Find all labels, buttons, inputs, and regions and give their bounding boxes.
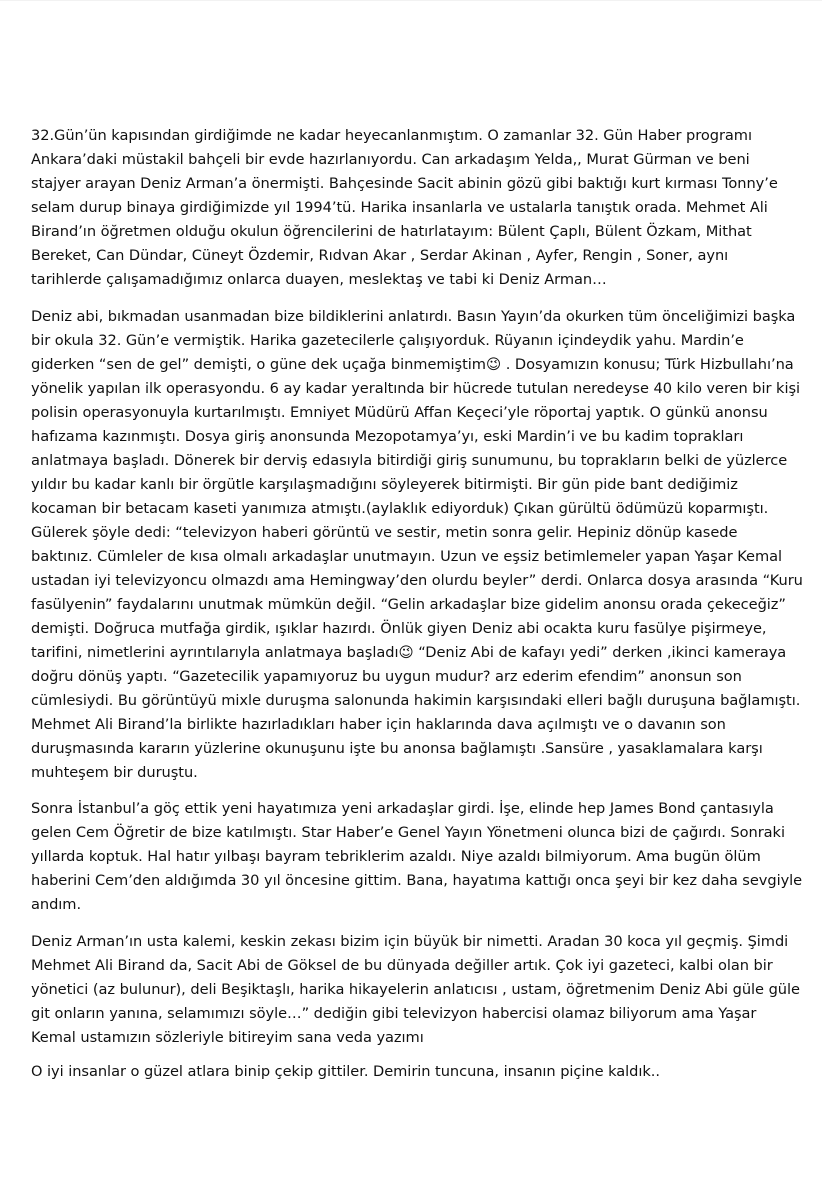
paragraph-closing: O iyi insanlar o güzel atlara binip çekip gittiler. Demirin tuncuna, insanın piçine kaldık.. bbox=[31, 1062, 660, 1080]
paragraph-deniz-abi: Deniz abi, bıkmadan usanmadan bize bildiklerini anlatırdı. Basın Yayın’da okurken tüm önceliğimizi başka bir okula 32. Gün’e vermiştik. Harika gazetecilerle çalışıyorduk. Rüyanın içindeydik yahu. Mardin’e giderken “sen de gel” demişti, o güne dek uçağa binmemiştim😉 . Dosyamızın konusu; Türk Hizbullahı’na yönelik yapılan ilk operasyondu. 6 ay kadar yeraltında bir hücrede tutulan neredeyse 40 kilo veren bir kişi polisin operasyonuyla kurtarılmıştı. Emniyet Müdürü Affan Keçeci’yle röportaj yaptık. O günkü anonsu hafızama kazınmıştı. Dosya giriş anonsunda Mezopotamya’yı, eski Mardin’i ve bu kadim toprakları anlatmaya başladı. Dönerek bir derviş edasıyla bitirdiği giriş sunumunu, bu toprakların belki de yüzlerce yıldır bu kadar kanlı bir örgütle karşılaşmadığını söyleyerek bitirmişti. Bir gün pide bant dediğimiz kocaman bir betacam kaseti yanımıza atmıştı.(aylaklık ediyorduk) Çıkan gürültü ödümüzü koparmıştı. Gülerek şöyle dedi: “televizyon haberi görüntü ve sestir, metin sonra gelir. Hepiniz dönüp kasede baktınız. Cümleler de kısa olmalı arkadaşlar unutmayın. Uzun ve eşsiz betimlemeler yapan Yaşar Kemal ustadan iyi televizyoncu olmazdı ama Hemingway’den olurdu beyler” derdi. Onlarca dosya arasında “Kuru fasülyenin” faydalarını unutmak mümkün değil. “Gelin arkadaşlar bize gidelim anonsu orada çekeceğiz” demişti. Doğruca mutfağa girdik, ışıklar hazırdı. Önlük giyen Deniz abi ocakta kuru fasülye pişirmeye, tarifini, nimetlerini ayrıntılarıyla anlatmaya başladı😉 “Deniz Abi de kafayı yedi” derken ,ikinci kameraya doğru dönüş yaptı. “Gazetecilik yapamıyoruz bu uygun mudur? arz ederim efendim” anonsun son cümlesiydi. Bu görüntüyü mixle duruşma salonunda hakimin karşısındaki elleri bağlı duruşuna bağlamıştı. Mehmet Ali Birand’la birlikte hazırladıkları haber için haklarında dava açılmıştı ve o davanın son duruşmasında kararın yüzlerine okunuşunu işte bu anonsa bağlamıştı .Sansüre , yasaklamalara karşı muhteşem bir duruştu. bbox=[31, 307, 803, 781]
paragraph-intro: 32.Gün’ün kapısından girdiğimde ne kadar heyecanlanmıştım. O zamanlar 32. Gün Haber programı Ankara’daki müstakil bahçeli bir evde hazırlanıyordu. Can arkadaşım Yelda,, Murat Gürman ve beni stajyer arayan Deniz Arman’a önermişti. Bahçesinde Sacit abinin gözü gibi baktığı kurt kırması Tonny’e selam durup binaya girdiğimizde yıl 1994’tü. Harika insanlarla ve ustalarla tanıştık orada. Mehmet Ali Birand’ın öğretmen olduğu okulun öğrencilerini de hatırlatayım: Bülent Çaplı, Bülent Özkam, Mithat Bereket, Can Dündar, Cüneyt Özdemir, Rıdvan Akar , Serdar Akinan , Ayfer, Rengin , Soner, aynı tarihlerde çalışamadığımız onlarca duayen, meslektaş ve tabi ki Deniz Arman… bbox=[31, 127, 778, 288]
paragraph-farewell: Deniz Arman’ın usta kalemi, keskin zekası bizim için büyük bir nimetti. Aradan 30 koca yıl geçmiş. Şimdi Mehmet Ali Birand da, Sacit Abi de Göksel de bu dünyada değiller artık. Çok iyi gazeteci, kalbi olan bir yönetici (az bulunur), deli Beşiktaşlı, harika hikayelerin anlatıcısı , ustam, öğretmenim Deniz Abi güle güle git onların yanına, selamımızı söyle…” dediğin gibi televizyon habercisi olamaz biliyorum ama Yaşar Kemal ustamızın sözleriyle bitireyim sana veda yazımı bbox=[31, 932, 800, 1046]
document-body bbox=[31, 124, 803, 1096]
paragraph-istanbul: Sonra İstanbul’a göç ettik yeni hayatımıza yeni arkadaşlar girdi. İşe, elinde hep James Bond çantasıyla gelen Cem Öğretir de bize katılmıştı. Star Haber’e Genel Yayın Yönetmeni olunca bizi de çağırdı. Sonraki yıllarda koptuk. Hal hatır yılbaşı bayram tebriklerim azaldı. Niye azaldı bilmiyorum. Ama bugün ölüm haberini Cem’den aldığımda 30 yıl öncesine gittim. Bana, hayatıma kattığı onca şeyi bir kez daha sevgiyle andım. bbox=[31, 800, 803, 913]
